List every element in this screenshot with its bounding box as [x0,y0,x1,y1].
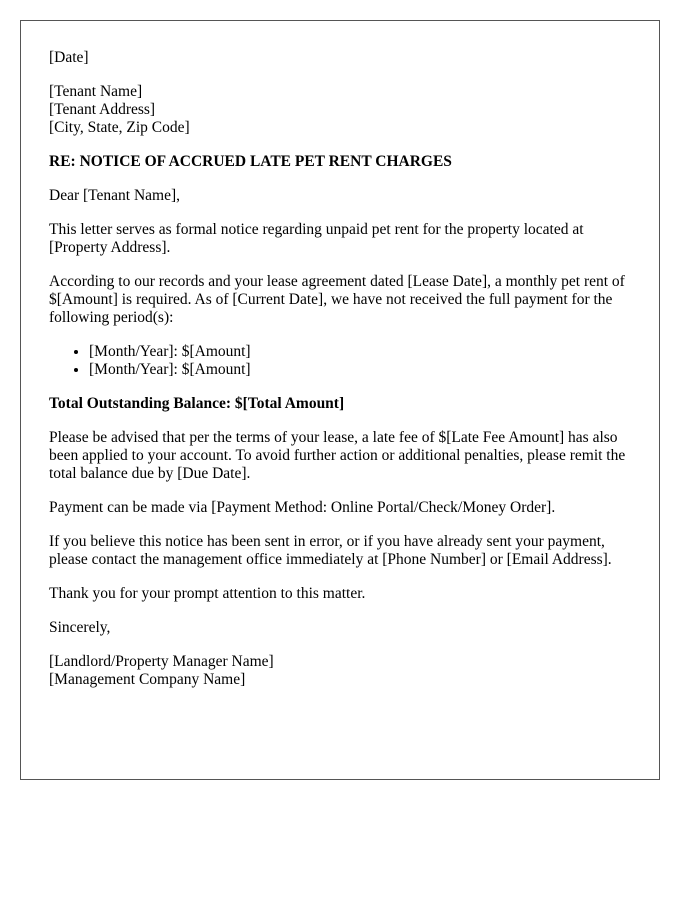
list-item: • [Month/Year]: $[Amount] [89,361,631,379]
paragraph-late-fee: Please be advised that per the terms of your lease, a late fee of $[Late Fee Amount] has also been applied to your account. To avoid further action or additional penalties, please remit the total balance due by [Due Date]. [49,429,626,482]
paragraph-contact: If you believe this notice has been sent in error, or if you have already sent your payment, please contact the management office immediately at [Phone Number] or [Email Address]. [49,533,612,568]
unpaid-periods-list [49,343,631,379]
manager-name: [Landlord/Property Manager Name] [49,653,274,670]
tenant-address: [Tenant Address] [49,101,156,118]
signature-block [49,653,631,689]
letter-page [20,20,660,780]
tenant-address-block [49,83,631,137]
paragraph-notice: This letter serves as formal notice regarding unpaid pet rent for the property located at [Property Address]. [49,221,584,256]
paragraph-payment-method: Payment can be made via [Payment Method: Online Portal/Check/Money Order]. [49,499,556,516]
letter-date: [Date] [49,49,89,66]
tenant-city-state-zip: [City, State, Zip Code] [49,119,190,136]
closing: Sincerely, [49,619,111,636]
paragraph-thanks: Thank you for your prompt attention to this matter. [49,585,366,602]
paragraph-records: According to our records and your lease agreement dated [Lease Date], a monthly pet rent of $[Amount] is required. As of [Current Date], we have not received the full payment for the following period(s): [49,273,625,326]
tenant-name: [Tenant Name] [49,83,143,100]
company-name: [Management Company Name] [49,671,246,688]
total-outstanding-balance: Total Outstanding Balance: $[Total Amount] [49,395,345,412]
list-item: • [Month/Year]: $[Amount] [89,343,631,361]
salutation: Dear [Tenant Name], [49,187,181,204]
letter-subject: RE: NOTICE OF ACCRUED LATE PET RENT CHARGES [49,153,452,170]
